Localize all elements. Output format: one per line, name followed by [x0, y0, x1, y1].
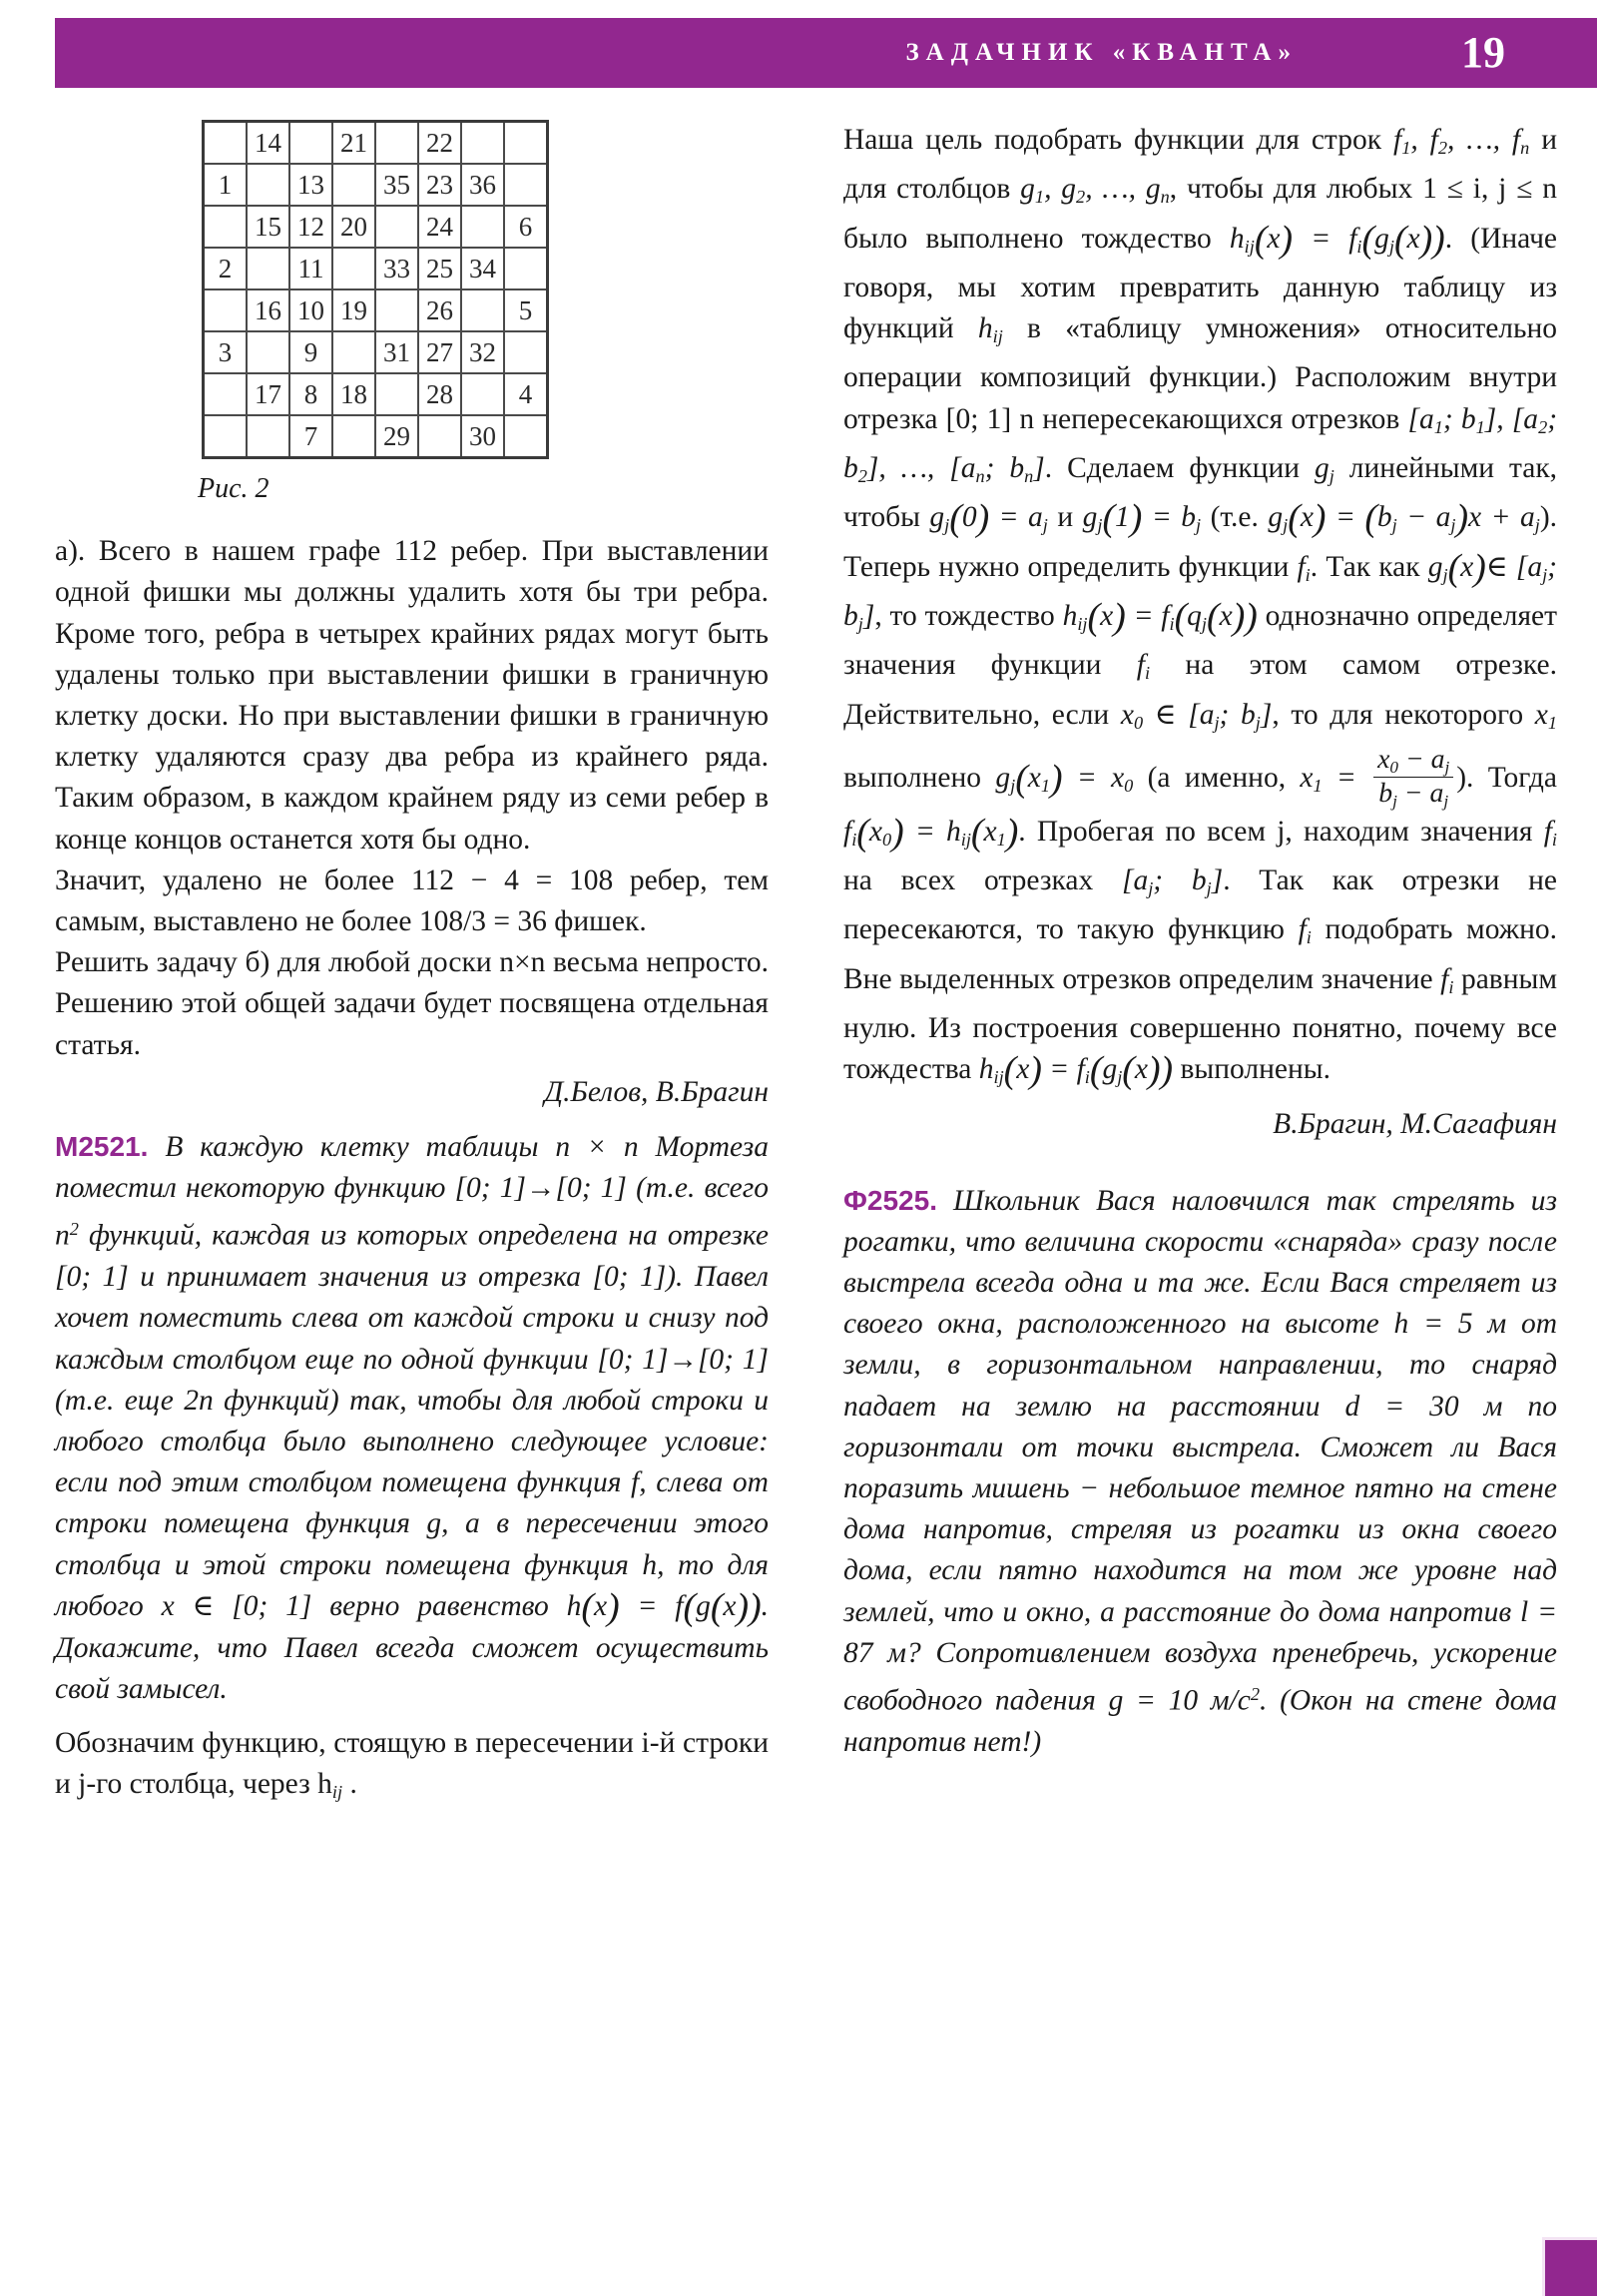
grid-cell: [375, 122, 418, 165]
problem-m2521-text-6: (т.е. еще 2n функций) так, чтобы для любой строки и любого столбца было выполнено следующее условие: если под этим столбцом помещена функция f, слева от строки помещена функция g, а в пересечении этого столбца и этой строки помещена функция h, то для любого: [55, 1384, 769, 1622]
grid-cell: 21: [332, 122, 375, 165]
grid-cell: 12: [289, 206, 332, 248]
grid-cell: 26: [418, 289, 461, 331]
solution-start-text: Обозначим функцию, стоящую в пересечении i-й строки и j-го столбца, через h: [55, 1727, 769, 1801]
grid-cell: [247, 415, 289, 458]
grid-cell: [289, 122, 332, 165]
interval-notation: [0; 1]: [597, 1343, 669, 1376]
exponent-two: 2: [69, 1219, 79, 1240]
interval-notation: [0; 1]: [55, 1261, 129, 1294]
right-proof-paragraph: Наша цель подобрать функции для строк $f_1$, $f_2$, …, $f_n$ и для столбцов $g_1$, $g_2$, …, $g_n$, чтобы для любых 1 ≤ i, j ≤ n было выполнено тождество $h_{ij}(x) = f_i(g_j(x))$. (Иначе говоря, мы хотим превратить данную таблицу из функций $h_{ij}$ в «таблицу умножения» относительно операции композиций функции.) Расположим внутри отрезка [0; 1] n непересекающихся отрезков [$a_1$; $b_1$], [$a_2$; $b_2$], …, [$a_n$; $b_n$]. Сделаем функции $g_j$ линейными так, чтобы $g_j(0) = a_j$ и $g_j(1) = b_j$ (т.е. $g_j(x) = (b_j - a_j)x + a_j$). Теперь нужно определить функции $f_i$. Так как $g_j(x)\in$ [$a_j$; $b_j$], то тождество $h_{ij}(x) = f_i(q_j(x))$ однозначно определяет значения функции $f_i$ на этом самом отрезке. Действительно, если $x_0$ ∈ [$a_j$; $b_j$], то для некоторого $x_1$ выполнено $g_j(x_1) = x_0$ (а именно, $x_1$ = $\frac{x_0 - a_j}{b_j - a_j}$ ). Тогда $f_i(x_0) = h_{ij}(x_1)$. Пробегая по всем j, находим значения $f_i$ на всех отрезках [$a_j$; $b_j$]. Так как отрезки не пересекаются, то такую функцию $f_i$ подобрать можно. Вне выделенных отрезков определим значение $f_i$ равным нулю. Из построения совершенно понятно, почему все тождества $h_{ij}(x) = f_i(g_j(x))$ выполнены.: [843, 124, 1558, 1091]
math-f-i: $f_i$: [1298, 913, 1312, 948]
problem-m2521-text-2: (т.е. всего n: [55, 1172, 769, 1252]
math-x1: $x_1$: [1534, 698, 1558, 733]
rp-line-2: чтобы для любых 1 ≤ i, j ≤ n было выполнено тождество: [843, 173, 1558, 255]
solution-start-left: Обозначим функцию, стоящую в пересечении i-й строки и j-го столбца, через $h_{ij}$ .: [55, 1727, 769, 1803]
math-h-ij: $h_{ij}$: [977, 312, 1003, 347]
interval-notation: [0; 1]: [697, 1343, 769, 1376]
math-identity-final: $h_{ij}(x) = f_i(g_j(x))$: [978, 1048, 1174, 1091]
rp-line-21: . Так как отрезки не пересекаются, то такую функцию: [843, 863, 1557, 946]
grid-cell: 20: [332, 206, 375, 248]
problem-m2521-text-7: верно равенство: [329, 1589, 549, 1622]
rp-line-22: подобрать можно. Вне выделенных отрезков определим значение: [843, 913, 1557, 995]
grid-cell: 16: [247, 289, 289, 331]
rp-line-3: . (Иначе говоря, мы хотим превратить данную таблицу из функций: [843, 222, 1558, 345]
math-x0-in-a-b: $x_0$ ∈ [$a_j$; $b_j$]: [1120, 698, 1273, 733]
grid-cell: 2: [204, 248, 248, 289]
grid-cell: [247, 331, 289, 373]
math-f-i: $f_i$: [1543, 815, 1557, 850]
rp-line-18: ). Тогда: [1456, 761, 1558, 794]
math-g-j-x1-equals-x0: $g_j(x_1) = x_0$: [995, 757, 1134, 800]
math-g-j-linear-formula: $g_j(x) = (b_j - a_j)x + a_j$: [1268, 497, 1540, 540]
solution-paragraph-general: Решить задачу б) для любой доски n×n весьма непросто. Решению этой общей задачи будет посвящена отдельная статья.: [55, 946, 769, 1061]
math-identity-h-f-g: $h_{ij}(x) = f_i(g_j(x))$: [1229, 218, 1445, 261]
rp-line-17: (а именно,: [1147, 761, 1287, 794]
grid-cell: [204, 122, 248, 165]
grid-cell: 23: [418, 164, 461, 206]
math-f-series: $f_1$, $f_2$, …, $f_n$: [1393, 124, 1530, 159]
rp-line-0: Наша цель подобрать функции для строк: [843, 124, 1382, 156]
problem-f2525-text-2: . (Окон на стене дома напротив нет!): [843, 1684, 1558, 1758]
grid-cell: 24: [418, 206, 461, 248]
grid-cell: 17: [247, 373, 289, 415]
interval-notation: [0; 1]: [232, 1589, 312, 1622]
problem-m2521-text-8: . Докажите, что Павел всегда сможет осуществить свой замысел.: [55, 1589, 770, 1705]
interval-notation: [0; 1]: [945, 402, 1012, 435]
page-header-band: [55, 18, 1597, 88]
math-g-j-one-equals-b-j: $g_j(1) = b_j$: [1082, 497, 1202, 540]
problem-m2521: [55, 1126, 769, 1710]
rp-line-10: ). Теперь нужно определить функции: [843, 501, 1558, 583]
rp-line-14: на этом самом отрезке. Действительно, если: [843, 649, 1558, 731]
arrow-icon: →: [526, 1172, 556, 1205]
grid-cell: 7: [289, 415, 332, 458]
rp-line-13: однозначно определяет значения функции: [843, 599, 1558, 682]
grid-cell: 34: [461, 248, 504, 289]
corner-accent-tab: [1542, 2237, 1597, 2296]
problem-f2525-text-1: Школьник Вася наловчился так стрелять из рогатки, что величина скорости «снаряда» сразу после выстрела всегда одна и та же. Если Вася стреляет из своего окна, расположенного на высоте h = 5 м от земли, в горизонтальном направлении, то снаряд падает на землю на расстоянии d = 30 м по горизонтали от точки выстрела. Сможет ли Вася поразить мишень − небольшое темное пятно на стене дома напротив, стреляя из рогатки из окна своего дома, если пятно находится на том же уровне над землей, что и окно, а расстояние до дома напротив l = 87 м? Сопротивлением воздуха пренебречь, ускорение свободного падения g = 10 м/с: [843, 1184, 1558, 1717]
problem-m2521-text-5: ). Павел хочет поместить слева от каждой строки и снизу под каждым столбцом еще по одной функции: [55, 1261, 769, 1376]
grid-cell: 35: [375, 164, 418, 206]
rp-line-7: линейными так, чтобы: [843, 451, 1558, 534]
grid-cell: [204, 206, 248, 248]
grid-cell: 4: [504, 373, 548, 415]
math-h-ij-equals-f-i-q-j: $h_{ij}(x) = f_i(q_j(x))$: [1062, 595, 1258, 638]
math-h-ij-subscript: ij: [331, 1782, 343, 1803]
table-row: [204, 164, 548, 206]
math-h-of-x-equals-f-g-x: h(x) = f(g(x)): [566, 1585, 762, 1628]
solution-byline-left: Д.Белов, В.Брагин: [544, 1075, 769, 1108]
grid-cell: [418, 415, 461, 458]
grid-cell: [375, 289, 418, 331]
grid-cell: [504, 122, 548, 165]
rp-line-9: (т.е.: [1210, 501, 1259, 534]
grid-cell: 1: [204, 164, 248, 206]
right-column: [843, 120, 1557, 1763]
interval-notation: [0; 1]: [454, 1172, 526, 1205]
grid-cell: 11: [289, 248, 332, 289]
math-interval-a-j-b-j: [$a_j$; $b_j$]: [1121, 863, 1224, 899]
rp-line-19: . Пробегая по всем j, находим значения: [1018, 815, 1533, 848]
grid-cell: 33: [375, 248, 418, 289]
grid-cell: 32: [461, 331, 504, 373]
grid-cell: 13: [289, 164, 332, 206]
rp-line-8: и: [1057, 501, 1074, 534]
grid-cell: [504, 164, 548, 206]
page-header-title: ЗАДАЧНИК «КВАНТА»: [905, 39, 1298, 66]
grid-cell: [504, 248, 548, 289]
grid-cell: [332, 248, 375, 289]
grid-cell: 15: [247, 206, 289, 248]
table-row: [204, 122, 548, 165]
grid-cell: [332, 415, 375, 458]
math-f-i-x0-equals-h-ij-x1: $f_i(x_0) = h_{ij}(x_1)$: [843, 811, 1019, 854]
grid-cell: [504, 415, 548, 458]
math-f-i: $f_i$: [1136, 649, 1151, 684]
grid-cell: 8: [289, 373, 332, 415]
page-number: 19: [1461, 28, 1505, 77]
grid-cell: 27: [418, 331, 461, 373]
math-g-series: $g_1$, $g_2$, …, $g_n$: [1020, 173, 1170, 208]
figure-grid-container: [55, 120, 769, 459]
grid-cell: [332, 164, 375, 206]
grid-cell: [247, 248, 289, 289]
math-g-j: $g_j$: [1314, 451, 1334, 487]
grid-cell: 9: [289, 331, 332, 373]
figure-caption: Рис. 2: [198, 473, 269, 504]
rp-line-20: на всех отрезках: [843, 863, 1094, 896]
grid-cell: [204, 415, 248, 458]
problem-f2525: [843, 1180, 1557, 1763]
math-g-j-zero-equals-a-j: $g_j(0) = a_j$: [929, 497, 1048, 540]
fraction-x0-minus-aj-over-bj-minus-aj: [1373, 744, 1453, 812]
grid-cell: [204, 289, 248, 331]
table-row: [204, 415, 548, 458]
rp-line-12: , то тождество: [874, 599, 1055, 632]
math-interval-list-a-b: [$a_1$; $b_1$], [$a_2$; $b_2$], …, [$a_n$; $b_n$]: [843, 402, 1558, 487]
grid-cell: 30: [461, 415, 504, 458]
rp-line-11: . Так как: [1310, 550, 1420, 583]
rp-line-23: равным нулю. Из построения совершенно понятно, почему все тождества: [843, 962, 1558, 1086]
math-f-i: $f_i$: [1297, 550, 1311, 585]
grid-cell: 14: [247, 122, 289, 165]
table-row: [204, 373, 548, 415]
rp-line-16: выполнено: [843, 761, 982, 794]
grid-cell: 6: [504, 206, 548, 248]
grid-cell: 19: [332, 289, 375, 331]
problem-m2521-text-3: функций, каждая из которых определена на отрезке: [89, 1219, 770, 1252]
grid-cell: [332, 331, 375, 373]
grid-cell: 3: [204, 331, 248, 373]
grid-cell: 5: [504, 289, 548, 331]
rp-line-5: n непересекающихся отрезков: [1019, 402, 1400, 435]
problem-id-m2521: M2521.: [55, 1131, 149, 1163]
grid-cell: [461, 289, 504, 331]
interval-notation: [0; 1]: [555, 1172, 627, 1205]
grid-cell: [504, 331, 548, 373]
figure-grid-body: [204, 122, 548, 458]
rp-line-1: и для столбцов: [843, 124, 1558, 206]
math-f-i: $f_i$: [1440, 962, 1454, 997]
grid-cell: 18: [332, 373, 375, 415]
fraction-denominator: $b_j - a_j$: [1373, 777, 1453, 811]
grid-cell: [461, 373, 504, 415]
grid-cell: 25: [418, 248, 461, 289]
grid-cell: [375, 206, 418, 248]
math-g-j-x-in-a-b: $g_j(x)\in$ [$a_j$; $b_j$]: [843, 546, 1557, 635]
rp-line-24: выполнены.: [1180, 1053, 1331, 1086]
solution-paragraph-a: а). Всего в нашем графе 112 ребер. При выставлении одной фишки мы должны удалить хотя бы три ребра. Кроме того, ребра в четырех крайних рядах могут быть удалены только при выставлении фишки в граничную клетку доски. Но при выставлении фишки в граничную клетку удаляются сразу два ребра из крайнего ряда. Таким образом, в каждом крайнем ряду из семи ребер в конце концов останется хотя бы одно.: [55, 535, 769, 856]
exponent-two: 2: [1250, 1684, 1261, 1704]
grid-cell: 31: [375, 331, 418, 373]
grid-cell: [204, 373, 248, 415]
grid-cell: [461, 122, 504, 165]
grid-cell: 10: [289, 289, 332, 331]
problem-id-f2525: Ф2525.: [843, 1184, 937, 1216]
interval-notation: [0; 1]: [592, 1261, 667, 1294]
rp-line-4: в «таблицу умножения» относительно операции композиций функции.) Расположим внутри отрезка: [843, 312, 1558, 435]
figure-grid-table: [202, 120, 549, 459]
arrow-icon: →: [668, 1343, 698, 1376]
solution-paragraph-count: Значит, удалено не более 112 − 4 = 108 ребер, тем самым, выставлено не более 108/3 = 36 фишек.: [55, 863, 769, 938]
rp-line-6: . Сделаем функции: [1044, 451, 1301, 484]
table-row: [204, 248, 548, 289]
rp-line-15: , то для некоторого: [1272, 698, 1524, 731]
math-x1-fraction: $x_1$ = $\frac{x_0 - a_j}{b_j - a_j}$: [1300, 762, 1456, 794]
grid-cell: 36: [461, 164, 504, 206]
grid-cell: [247, 164, 289, 206]
grid-cell: [461, 206, 504, 248]
left-column: [55, 120, 769, 1814]
table-row: [204, 206, 548, 248]
math-x-in-interval: x ∈: [161, 1589, 233, 1622]
problem-m2521-text-4: и принимает значения из отрезка: [140, 1261, 581, 1294]
problem-m2521-text-1: В каждую клетку таблицы n × n Мортеза поместил некоторую функцию: [55, 1131, 770, 1205]
table-row: [204, 289, 548, 331]
grid-cell: 29: [375, 415, 418, 458]
grid-cell: [375, 373, 418, 415]
solution-byline-right: В.Брагин, М.Сагафиян: [1273, 1108, 1557, 1141]
table-row: [204, 331, 548, 373]
grid-cell: 22: [418, 122, 461, 165]
grid-cell: 28: [418, 373, 461, 415]
fraction-numerator: $x_0 - a_j$: [1377, 742, 1450, 777]
